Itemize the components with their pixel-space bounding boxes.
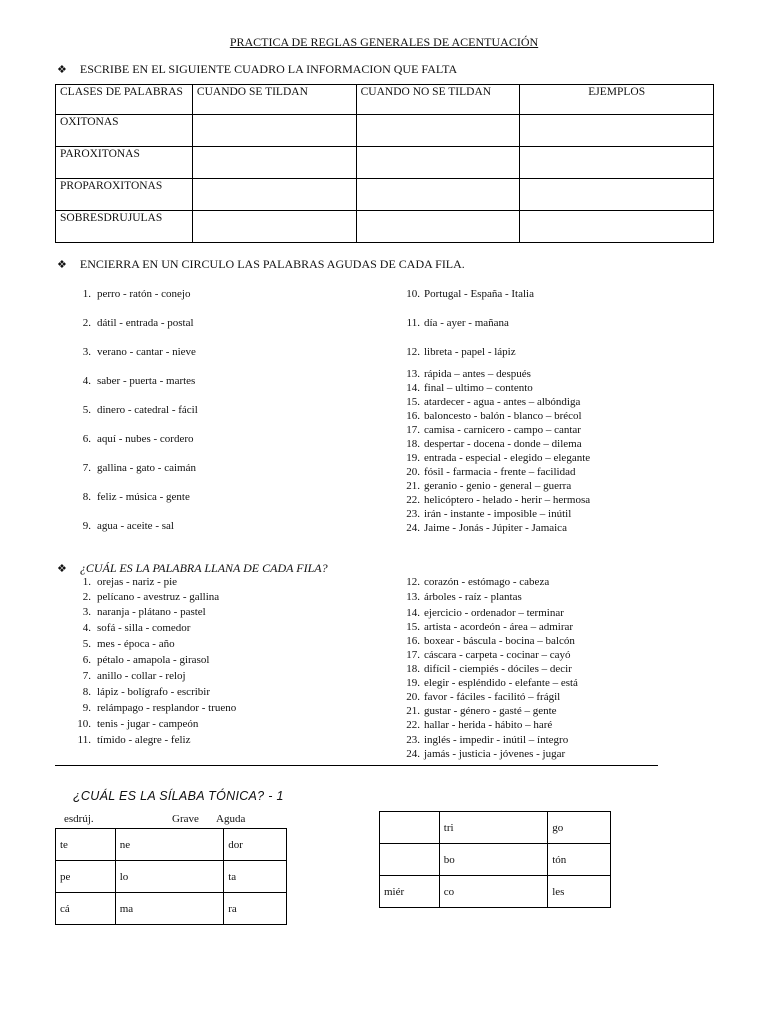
answer-cell[interactable] <box>520 115 714 147</box>
syllable-cell[interactable]: ra <box>224 893 287 925</box>
syllable-cell[interactable]: tri <box>439 812 547 844</box>
syllable-cell[interactable]: te <box>56 829 116 861</box>
row-label: PROPAROXITONAS <box>56 179 193 211</box>
syllable-cell[interactable]: lo <box>115 861 223 893</box>
section1-instruction: ESCRIBE EN EL SIGUIENTE CUADRO LA INFORMACION QUE FALTA <box>79 62 458 76</box>
syllable-table-right <box>379 811 611 908</box>
list-item: 5. mes - época - año <box>82 638 175 650</box>
syllable-cell[interactable]: go <box>548 812 611 844</box>
table-row <box>56 829 287 861</box>
syllable-table-left <box>55 828 287 925</box>
table-row <box>56 211 714 243</box>
answer-cell[interactable] <box>192 179 356 211</box>
syllable-cell[interactable]: ne <box>115 829 223 861</box>
label-esdrujula: esdrúj. <box>64 813 94 825</box>
divider <box>55 765 658 766</box>
list-item: 17. camisa - carnicero - campo – cantar <box>406 424 581 436</box>
list-item: 20. fósil - farmacia - frente – facilidad <box>406 466 576 478</box>
row-label: SOBRESDRUJULAS <box>56 211 193 243</box>
list-item: 17. cáscara - carpeta - cocinar – cayó <box>406 649 571 661</box>
answer-cell[interactable] <box>520 179 714 211</box>
list-item: 3. verano - cantar - nieve <box>82 346 196 358</box>
list-item: 10. Portugal - España - Italia <box>406 288 534 300</box>
list-item: 15. artista - acordeón - área – admirar <box>406 621 574 633</box>
answer-cell[interactable] <box>192 147 356 179</box>
list-item: 14. final – ultimo – contento <box>406 382 533 394</box>
list-item: 6. aquí - nubes - cordero <box>82 433 194 445</box>
list-item: 19. elegir - espléndido - elefante – está <box>406 677 578 689</box>
list-item: 16. boxear - báscula - bocina – balcón <box>406 635 575 647</box>
list-item: 13. rápida – antes – después <box>406 368 531 380</box>
table-row <box>56 115 714 147</box>
table-row <box>380 876 611 908</box>
section1-instruction-row <box>57 60 457 78</box>
list-item: 9. agua - aceite - sal <box>82 520 174 532</box>
list-item: 10. tenis - jugar - campeón <box>77 718 199 730</box>
section2-instruction-row <box>57 255 465 273</box>
header-cuando-se-tildan: CUANDO SE TILDAN <box>192 85 356 115</box>
label-aguda: Aguda <box>216 813 246 825</box>
syllable-cell[interactable]: les <box>548 876 611 908</box>
table-row <box>56 147 714 179</box>
list-item: 21. gustar - género - gasté – gente <box>406 705 557 717</box>
syllable-cell[interactable]: miér <box>380 876 440 908</box>
answer-cell[interactable] <box>356 115 520 147</box>
list-item: 4. saber - puerta - martes <box>82 375 196 387</box>
syllable-cell[interactable]: tón <box>548 844 611 876</box>
list-item: 3. naranja - plátano - pastel <box>82 606 206 618</box>
list-item: 18. difícil - ciempiés - dóciles – decir <box>406 663 572 675</box>
list-item: 16. baloncesto - balón - blanco – brécol <box>406 410 582 422</box>
syllable-cell[interactable] <box>380 812 440 844</box>
list-item: 4. sofá - silla - comedor <box>82 622 191 634</box>
list-item: 19. entrada - especial - elegido – elegante <box>406 452 591 464</box>
list-item: 7. gallina - gato - caimán <box>82 462 196 474</box>
table-row <box>380 844 611 876</box>
table-row <box>56 861 287 893</box>
list-item: 12. corazón - estómago - cabeza <box>406 576 550 588</box>
list-item: 24. jamás - justicia - jóvenes - jugar <box>406 748 566 760</box>
header-ejemplos: EJEMPLOS <box>520 85 714 115</box>
list-item: 22. hallar - herida - hábito – haré <box>406 719 553 731</box>
answer-cell[interactable] <box>356 179 520 211</box>
syllable-cell[interactable]: dor <box>224 829 287 861</box>
list-item: 7. anillo - collar - reloj <box>82 670 186 682</box>
answer-cell[interactable] <box>192 211 356 243</box>
list-item: 14. ejercicio - ordenador – terminar <box>406 607 564 619</box>
list-item: 22. helicóptero - helado - herir – hermosa <box>406 494 591 506</box>
answer-cell[interactable] <box>520 147 714 179</box>
bullet-icon: ❖ <box>57 563 67 575</box>
section3-instruction: ¿CUÁL ES LA PALABRA LLANA DE CADA FILA? <box>79 561 328 575</box>
list-item: 11. tímido - alegre - feliz <box>77 734 191 746</box>
syllable-cell[interactable]: pe <box>56 861 116 893</box>
answer-cell[interactable] <box>356 147 520 179</box>
list-item: 8. feliz - música - gente <box>82 491 190 503</box>
table-row <box>56 179 714 211</box>
header-cuando-no-se-tildan: CUANDO NO SE TILDAN <box>356 85 520 115</box>
syllable-cell[interactable]: ma <box>115 893 223 925</box>
bullet-icon: ❖ <box>57 64 67 76</box>
answer-cell[interactable] <box>520 211 714 243</box>
list-item: 2. dátil - entrada - postal <box>82 317 194 329</box>
page-title: PRACTICA DE REGLAS GENERALES DE ACENTUACIÓN <box>229 35 539 49</box>
list-item: 9. relámpago - resplandor - trueno <box>82 702 237 714</box>
list-item: 1. orejas - nariz - pie <box>82 576 178 588</box>
list-item: 23. irán - instante - imposible – inútil <box>406 508 572 520</box>
list-item: 6. pétalo - amapola - girasol <box>82 654 210 666</box>
label-grave: Grave <box>172 813 199 825</box>
answer-cell[interactable] <box>356 211 520 243</box>
list-item: 21. geranio - genio - general – guerra <box>406 480 572 492</box>
row-label: PAROXITONAS <box>56 147 193 179</box>
table-row <box>56 893 287 925</box>
syllable-cell[interactable]: ta <box>224 861 287 893</box>
table-row <box>380 812 611 844</box>
section3-instruction-row <box>57 559 328 577</box>
list-item: 18. despertar - docena - donde – dilema <box>406 438 582 450</box>
row-label: OXITONAS <box>56 115 193 147</box>
syllable-cell[interactable]: bo <box>439 844 547 876</box>
list-item: 1. perro - ratón - conejo <box>82 288 191 300</box>
list-item: 13. árboles - raíz - plantas <box>406 591 522 603</box>
list-item: 8. lápiz - bolígrafo - escribir <box>82 686 211 698</box>
section4-heading: ¿CUÁL ES LA SÍLABA TÓNICA? - 1 <box>73 789 284 803</box>
list-item: 5. dinero - catedral - fácil <box>82 404 198 416</box>
classification-table <box>55 84 714 243</box>
list-item: 12. libreta - papel - lápiz <box>406 346 516 358</box>
syllable-cell[interactable]: co <box>439 876 547 908</box>
bullet-icon: ❖ <box>57 259 67 271</box>
list-item: 23. inglés - impedir - inútil – íntegro <box>406 734 569 746</box>
list-item: 11. día - ayer - mañana <box>406 317 509 329</box>
syllable-cell[interactable] <box>380 844 440 876</box>
answer-cell[interactable] <box>192 115 356 147</box>
syllable-cell[interactable]: cá <box>56 893 116 925</box>
list-item: 15. atardecer - agua - antes – albóndiga <box>406 396 581 408</box>
section2-instruction: ENCIERRA EN UN CIRCULO LAS PALABRAS AGUDAS DE CADA FILA. <box>79 257 465 271</box>
table-header-row <box>56 85 714 115</box>
list-item: 2. pelícano - avestruz - gallina <box>82 591 220 603</box>
list-item: 20. favor - fáciles - facilitó – frágil <box>406 691 561 703</box>
list-item: 24. Jaime - Jonás - Júpiter - Jamaica <box>406 522 567 534</box>
header-clases: CLASES DE PALABRAS <box>56 85 193 115</box>
